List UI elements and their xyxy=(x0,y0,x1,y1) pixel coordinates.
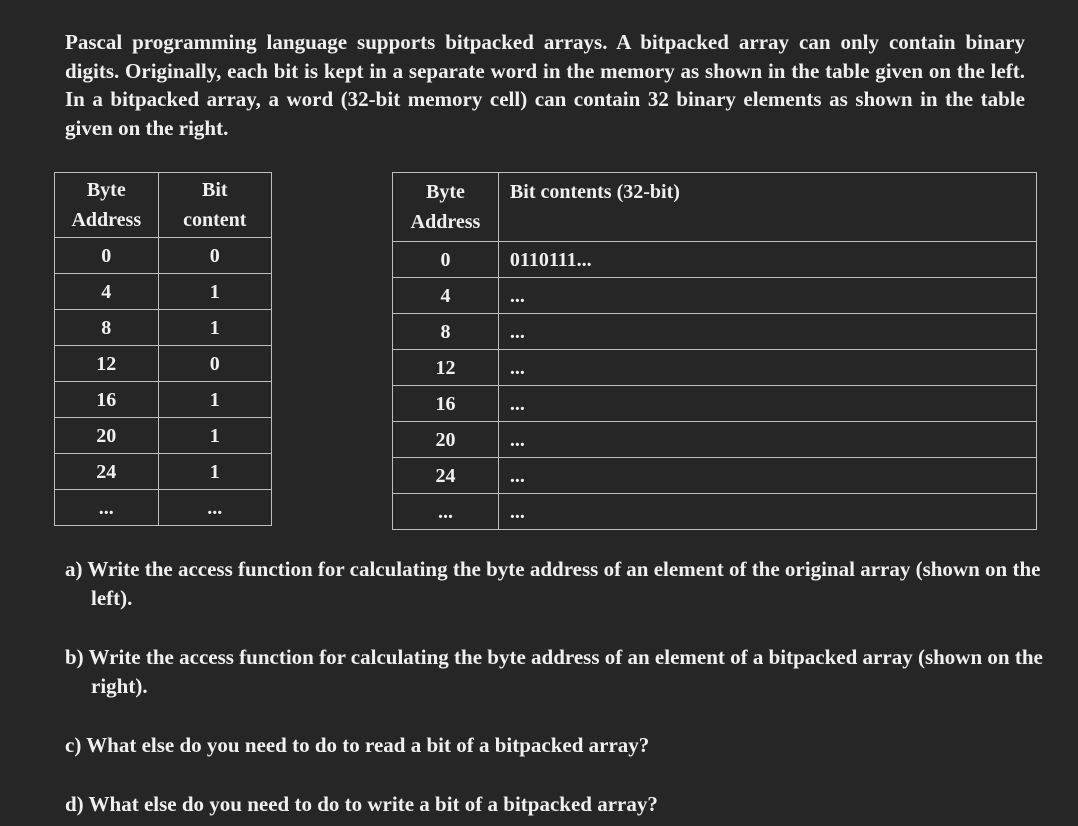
table-row xyxy=(393,458,1037,494)
header-text: Bit xyxy=(202,179,228,201)
table-row xyxy=(393,494,1037,530)
original-array-table xyxy=(54,172,272,526)
bit-cell: 0 xyxy=(158,238,271,274)
table-row xyxy=(55,490,272,526)
address-cell: ... xyxy=(393,494,499,530)
header-byte-address xyxy=(393,173,499,242)
bitpacked-array-table xyxy=(392,172,1037,530)
bit-cell: ... xyxy=(158,490,271,526)
table-row xyxy=(393,422,1037,458)
address-cell: 24 xyxy=(55,454,159,490)
intro-paragraph: Pascal programming language supports bitpacked arrays. A bitpacked array can only contain binary digits. Originally, each bit is kept in a separate word in the memory as shown in the table given on the left. In a bitpacked array, a word (32-bit memory cell) can contain 32 binary elements as shown in the table given on the right. xyxy=(65,30,1025,140)
table-row xyxy=(55,274,272,310)
table-row xyxy=(393,350,1037,386)
table-header-row xyxy=(393,173,1037,242)
bits-cell: ... xyxy=(498,386,1036,422)
address-cell: 16 xyxy=(393,386,499,422)
bits-cell: ... xyxy=(498,422,1036,458)
question-d: d) What else do you need to do to write a bit of a bitpacked array? xyxy=(65,792,658,816)
header-text: Address xyxy=(71,209,142,231)
table-row xyxy=(55,310,272,346)
address-cell: 8 xyxy=(393,314,499,350)
address-cell: 8 xyxy=(55,310,159,346)
table-header-row xyxy=(55,173,272,238)
address-cell: 0 xyxy=(393,242,499,278)
bit-cell: 0 xyxy=(158,346,271,382)
bit-cell: 1 xyxy=(158,418,271,454)
header-bit-content xyxy=(158,173,271,238)
bits-cell: ... xyxy=(498,350,1036,386)
bit-cell: 1 xyxy=(158,454,271,490)
header-text: Address xyxy=(410,211,481,233)
bit-cell: 1 xyxy=(158,382,271,418)
bits-cell: ... xyxy=(498,458,1036,494)
question-a: a) Write the access function for calculating the byte address of an element of the original array (shown on the left). xyxy=(65,557,1041,610)
header-text: Byte xyxy=(426,181,465,203)
header-bit-contents: Bit contents (32-bit) xyxy=(498,173,1036,242)
header-text: Byte xyxy=(86,179,126,201)
table-row xyxy=(55,454,272,490)
address-cell: 12 xyxy=(55,346,159,382)
bit-cell: 1 xyxy=(158,274,271,310)
address-cell: 20 xyxy=(393,422,499,458)
address-cell: 12 xyxy=(393,350,499,386)
table-row xyxy=(55,346,272,382)
bit-cell: 1 xyxy=(158,310,271,346)
address-cell: ... xyxy=(55,490,159,526)
table-row xyxy=(393,278,1037,314)
question-c: c) What else do you need to do to read a bit of a bitpacked array? xyxy=(65,733,650,757)
address-cell: 16 xyxy=(55,382,159,418)
table-row xyxy=(393,242,1037,278)
header-byte-address xyxy=(55,173,159,238)
table-row xyxy=(393,314,1037,350)
header-text: content xyxy=(183,209,247,231)
bits-cell: ... xyxy=(498,278,1036,314)
table-row xyxy=(55,382,272,418)
table-row xyxy=(55,418,272,454)
bits-cell: ... xyxy=(498,494,1036,530)
address-cell: 4 xyxy=(393,278,499,314)
bits-cell: 0110111... xyxy=(498,242,1036,278)
table-row xyxy=(55,238,272,274)
address-cell: 24 xyxy=(393,458,499,494)
address-cell: 0 xyxy=(55,238,159,274)
bits-cell: ... xyxy=(498,314,1036,350)
table-row xyxy=(393,386,1037,422)
address-cell: 4 xyxy=(55,274,159,310)
question-b: b) Write the access function for calculating the byte address of an element of a bitpacked array (shown on the right). xyxy=(65,645,1043,698)
address-cell: 20 xyxy=(55,418,159,454)
